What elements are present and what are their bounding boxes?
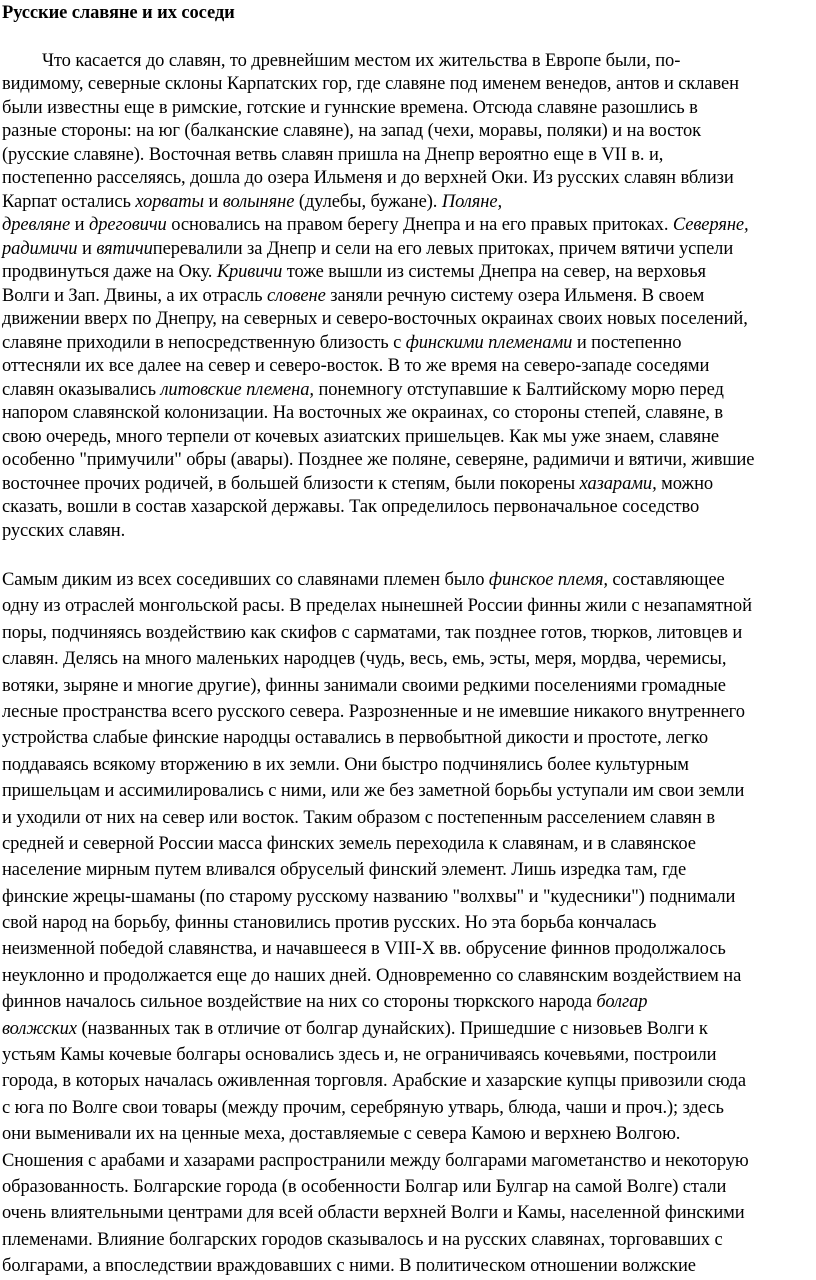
text-run: финские жрецы-шаманы (по старому русскому названию "волхвы" и "кудесники") поднимали xyxy=(2,886,736,907)
italic-term: волжских xyxy=(2,1018,77,1039)
text-line xyxy=(2,73,815,97)
text-run: поры, подчиняясь воздействию как скифов с сарматами, так позднее готов, тюрков, литовцев и xyxy=(2,622,743,643)
italic-term: Поляне, xyxy=(441,191,502,212)
text-run: Карпат остались xyxy=(2,191,136,212)
italic-term: хазарами, xyxy=(579,473,657,494)
text-line xyxy=(2,144,815,168)
text-line xyxy=(2,593,815,619)
text-line xyxy=(2,167,815,191)
text-line xyxy=(2,752,815,778)
text-line xyxy=(2,332,815,356)
text-line xyxy=(2,805,815,831)
text-line xyxy=(2,1121,815,1147)
text-run: неуклонно и продолжается еще до наших дней. Одновременно со славянским воздействием на xyxy=(2,965,742,986)
text-run: составляющее xyxy=(607,570,725,590)
text-run: и xyxy=(203,191,223,212)
text-run: свой народ на борьбу, финны становились против русских. Но эта борьба кончалась xyxy=(2,913,657,934)
italic-term: финское племя, xyxy=(488,570,608,590)
text-run: образованность. Болгарские города (в особенности Болгар или Булгар на самой Волге) стали xyxy=(2,1176,727,1197)
italic-term: дреговичи xyxy=(88,215,167,235)
text-line xyxy=(2,1016,815,1042)
text-run: заняли речную систему озера Ильменя. В своем xyxy=(325,285,705,306)
text-run: можно xyxy=(656,473,714,494)
italic-term: Северяне, xyxy=(672,215,749,235)
text-run: поддаваясь всякому вторжению в их земли. Они быстро подчинялись более культурным xyxy=(2,754,689,775)
text-line xyxy=(2,1042,815,1068)
italic-term: Кривичи xyxy=(216,262,283,282)
text-run: и xyxy=(70,215,89,235)
text-line xyxy=(2,308,815,332)
text-line xyxy=(2,261,815,285)
italic-term: финскими племенами xyxy=(405,332,573,353)
text-run: (русские славяне). Восточная ветвь славян пришла на Днепр вероятно еще в VII в. и, xyxy=(2,144,664,165)
text-run: видимому, северные склоны Карпатских гор, где славяне под именем венедов, антов и склавен xyxy=(2,74,739,94)
text-run: славяне приходили в непосредственную близость с xyxy=(2,332,406,353)
text-line xyxy=(2,473,815,497)
text-run: были известны еще в римские, готские и гуннские времена. Отсюда славяне разошлись в xyxy=(2,97,698,118)
text-run: славян оказывались xyxy=(2,379,161,400)
text-line xyxy=(2,1174,815,1200)
text-run: свою очередь, много терпели от кочевых азиатских пришельцев. Как мы уже знаем, славяне xyxy=(2,426,720,447)
text-run: племенами. Влияние болгарских городов сказывалось и на русских славянах, торговавших с xyxy=(2,1229,723,1250)
paragraph-gap xyxy=(2,543,815,567)
text-run: Сношения с арабами и хазарами распространили между болгарами магометанство и некоторую xyxy=(2,1150,749,1171)
text-line xyxy=(2,831,815,857)
text-line xyxy=(2,191,815,215)
text-line xyxy=(2,214,815,238)
text-run: лесные пространства всего русского севера. Разрозненные и не имевшие никакого внутреннего xyxy=(2,701,745,722)
italic-term: волыняне xyxy=(222,191,295,212)
italic-term: хорваты xyxy=(135,191,204,212)
text-line xyxy=(2,989,815,1015)
text-run: тоже вышли из системы Днепра на север, на верховья xyxy=(282,262,706,282)
text-run: устьям Камы кочевые болгары основались здесь и, не ограничиваясь кочевьями, построили xyxy=(2,1045,717,1066)
text-run: и xyxy=(77,238,97,259)
text-line xyxy=(2,120,815,144)
text-run: болгарами, а впоследствии враждовавших с ними. В политическом отношении волжские xyxy=(2,1256,696,1277)
text-run: перевалили за Днепр и сели на его левых притоках, причем вятичи успели xyxy=(152,238,734,259)
text-line xyxy=(2,355,815,379)
text-run: устройства слабые финские народцы оставались в первобытной дикости и простоте, легко xyxy=(2,728,709,749)
text-run: Что касается до славян, то древнейшим местом их жительства в Европе были, по- xyxy=(42,50,681,71)
text-run: движении вверх по Днепру, на северных и северо-восточных окраинах своих новых поселений, xyxy=(2,309,748,329)
text-line xyxy=(2,496,815,520)
document-page xyxy=(2,2,815,1280)
text-line xyxy=(2,379,815,403)
text-run: одну из отраслей монгольской расы. В пределах нынешней России финны жили с незапамятной xyxy=(2,596,752,617)
text-run: города, в которых началась оживленная торговля. Арабские и хазарские купцы привозили сюда xyxy=(2,1071,746,1092)
text-run: восточнее прочих родичей, в большей близости к степям, были покорены xyxy=(2,473,580,494)
italic-term: радимичи xyxy=(2,238,78,259)
text-line xyxy=(2,646,815,672)
text-run: сказать, вошли в состав хазарской державы. Так определилось первоначальное соседство xyxy=(2,497,700,517)
text-run: средней и северной России масса финских земель переходила к славянам, и в славянское xyxy=(2,833,696,854)
italic-term: болгар xyxy=(596,992,648,1013)
text-line xyxy=(2,238,815,262)
text-line xyxy=(2,449,815,473)
text-run: пришельцам и ассимилировались с ними, или же без заметной борьбы уступали им свои земли xyxy=(2,781,745,802)
text-run: Самым диким из всех соседивших со славянами племен было xyxy=(2,570,489,590)
text-line xyxy=(2,725,815,751)
text-run: напором славянской колонизации. На восточных же окраинах, со стороны степей, славяне, в xyxy=(2,403,723,423)
text-run: Волги и Зап. Двины, а их отрасль xyxy=(2,285,268,306)
text-run: продвинуться даже на Оку. xyxy=(2,262,217,282)
text-run: понемногу отступавшие к Балтийскому морю перед xyxy=(313,379,724,400)
text-run: русских славян. xyxy=(2,520,126,541)
text-line xyxy=(2,936,815,962)
text-run: славян. Делясь на много маленьких народцев (чудь, весь, емь, эсты, меря, мордва, черемисы, xyxy=(2,649,727,670)
text-line xyxy=(2,1095,815,1121)
text-run: особенно "примучили" обры (авары). Позднее же поляне, северяне, радимичи и вятичи, жившие xyxy=(2,450,755,470)
text-run: постепенно расселяясь, дошла до озера Ильменя и до верхней Оки. Из русских славян вблизи xyxy=(2,168,734,188)
italic-term: вятичи xyxy=(96,238,153,259)
text-line xyxy=(2,778,815,804)
document-title: Русские славяне и их соседи xyxy=(2,3,235,23)
text-run: (названных так в отличие от болгар дунайских). Пришедшие с низовьев Волги к xyxy=(76,1018,708,1039)
text-line xyxy=(2,673,815,699)
text-line xyxy=(2,963,815,989)
text-line xyxy=(2,567,815,593)
text-run: оттесняли их все далее на север и северо-восток. В то же время на северо-западе соседями xyxy=(2,356,710,376)
text-line xyxy=(2,97,815,121)
paragraph-2 xyxy=(2,567,815,1280)
text-run: (дулебы, бужане). xyxy=(294,191,442,212)
text-line xyxy=(2,402,815,426)
italic-term: словене xyxy=(267,285,326,306)
text-run: и постепенно xyxy=(572,332,682,353)
text-run: очень влиятельными центрами для всей области верхней Волги и Камы, населенной финскими xyxy=(2,1203,745,1224)
text-run: разные стороны: на юг (балканские славяне), на запад (чехи, моравы, поляки) и на восток xyxy=(2,121,702,141)
text-line xyxy=(2,1148,815,1174)
text-run: вотяки, зыряне и многие другие), финны занимали своими редкими поселениями громадные xyxy=(2,675,726,696)
text-line xyxy=(2,1227,815,1253)
text-line xyxy=(2,50,815,74)
text-line xyxy=(2,910,815,936)
text-line xyxy=(2,884,815,910)
text-run: и уходили от них на север или восток. Таким образом с постепенным расселением славян в xyxy=(2,807,715,828)
text-line xyxy=(2,285,815,309)
text-run: неизменной победой славянства, и начавшееся в VIII-X вв. обрусение финнов продолжалось xyxy=(2,939,726,960)
text-line xyxy=(2,426,815,450)
text-run: с юга по Волге свои товары (между прочим, серебряную утварь, блюда, чаши и проч.); здесь xyxy=(2,1097,724,1118)
text-run: они выменивали их на ценные меха, доставляемые с севера Камою и верхнею Волгою. xyxy=(2,1124,681,1145)
italic-term: литовские племена, xyxy=(160,379,314,400)
text-run: население мирным путем вливался обруселый финский элемент. Лишь изредка там, где xyxy=(2,860,687,881)
text-run: финнов началось сильное воздействие на них со стороны тюркского народа xyxy=(2,992,597,1013)
text-line xyxy=(2,699,815,725)
italic-term: древляне xyxy=(2,215,71,235)
text-line xyxy=(2,620,815,646)
text-line xyxy=(2,1068,815,1094)
text-line xyxy=(2,520,815,544)
text-line xyxy=(2,857,815,883)
text-run: основались на правом берегу Днепра и на его правых притоках. xyxy=(166,215,673,235)
text-line xyxy=(2,1253,815,1279)
text-line xyxy=(2,1200,815,1226)
paragraph-1 xyxy=(2,50,815,544)
